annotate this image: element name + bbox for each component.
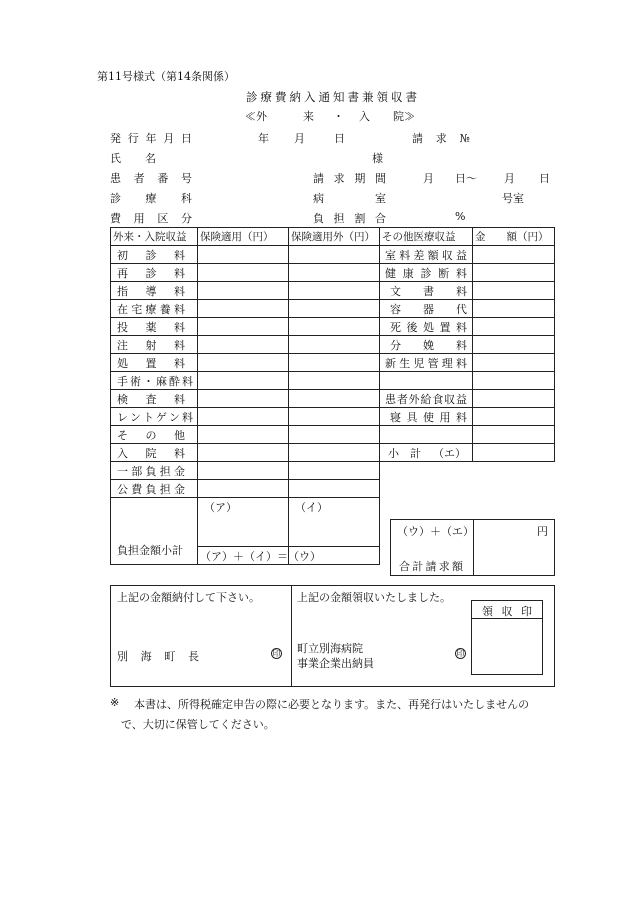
row-label: 公費負担金 xyxy=(117,482,185,496)
amount-cell xyxy=(473,300,555,318)
amount-cell xyxy=(473,336,555,354)
row-label: その他 xyxy=(117,428,185,442)
other-label: 死後処置料 xyxy=(390,320,467,334)
table-row xyxy=(111,336,555,354)
amount-cell xyxy=(473,390,555,408)
amount-cell xyxy=(473,246,555,264)
uninsured-cell xyxy=(289,246,380,264)
billing-period-label: 請求期間 xyxy=(313,172,386,185)
burden-subtotal-label: 負担金額小計 xyxy=(111,498,198,565)
percent-sign: % xyxy=(455,210,466,223)
uninsured-cell xyxy=(289,390,380,408)
row-label: 手術・麻酔料 xyxy=(117,374,193,388)
table-row xyxy=(111,444,555,462)
period-month-1: 月 xyxy=(423,172,434,185)
uninsured-cell xyxy=(289,408,380,426)
table-row xyxy=(111,372,555,390)
table-row xyxy=(111,318,555,336)
mark-i: （イ） xyxy=(289,498,380,547)
formula-u-e: （ウ）＋（エ） xyxy=(397,525,474,538)
uninsured-cell xyxy=(289,336,380,354)
uninsured-cell xyxy=(289,264,380,282)
seal-mark-icon: 印 xyxy=(272,649,281,658)
header-outpatient-revenue: 外来・入院収益 xyxy=(111,228,198,246)
insured-cell xyxy=(198,480,289,498)
uninsured-cell xyxy=(289,354,380,372)
row-label: 一部負担金 xyxy=(117,464,185,478)
subtotal-label: 小 計 xyxy=(388,446,421,460)
table-row xyxy=(111,408,555,426)
document-title: 診療費納入通知書兼領収書 xyxy=(246,90,420,104)
form-number: 第11号様式（第14条関係） xyxy=(97,70,235,83)
other-label: 新生児管理料 xyxy=(385,356,467,370)
uninsured-cell xyxy=(289,372,380,390)
receipt-text: 上記の金額領収いたしました。 xyxy=(297,591,451,604)
insured-cell xyxy=(198,372,289,390)
other-label: 健康診断料 xyxy=(385,266,467,280)
other-empty-cell xyxy=(380,426,473,444)
yen-label: 円 xyxy=(537,525,548,538)
uninsured-cell xyxy=(289,444,380,462)
other-label: 文書料 xyxy=(390,284,467,298)
footer-box xyxy=(110,585,555,687)
room-suffix: 号室 xyxy=(502,192,524,205)
month-label: 月 xyxy=(294,132,305,145)
payment-request-text: 上記の金額納付して下さい。 xyxy=(117,591,260,604)
other-label: 寝具使用料 xyxy=(390,410,467,424)
uninsured-cell xyxy=(289,318,380,336)
insured-cell xyxy=(198,444,289,462)
total-label: 合計請求額 xyxy=(399,560,463,573)
note-mark: ※ xyxy=(110,696,120,709)
subtitle: ≪外 来 ・ 入 院≫ xyxy=(245,110,415,123)
hospital-name: 町立別海病院 xyxy=(297,642,363,655)
row-label: 再診料 xyxy=(117,266,185,280)
table-row xyxy=(111,390,555,408)
amount-cell xyxy=(473,372,555,390)
formula-a-i: （ア）＋（イ）＝（ウ） xyxy=(198,547,289,565)
amount-cell xyxy=(473,354,555,372)
amount-cell xyxy=(473,318,555,336)
receipt-stamp-box xyxy=(471,600,543,675)
header-insured: 保険適用（円） xyxy=(198,228,289,246)
uninsured-cell xyxy=(289,462,380,480)
table-row xyxy=(111,300,555,318)
row-label: 検査料 xyxy=(117,392,185,406)
patient-no-label: 患者番号 xyxy=(110,172,192,185)
table-row xyxy=(111,246,555,264)
invoice-no-label: 請求№ xyxy=(412,132,470,145)
table-row xyxy=(111,426,555,444)
insured-cell xyxy=(198,318,289,336)
row-label: レントゲン料 xyxy=(117,410,193,424)
period-month-2: 月 xyxy=(504,172,515,185)
fee-table xyxy=(110,227,555,565)
row-label: 初診料 xyxy=(117,248,185,262)
note-line-1: 本書は、所得税確定申告の際に必要となります。また、再発行はいたしませんの xyxy=(134,698,530,711)
insured-cell xyxy=(198,354,289,372)
header-amount: 金 額（円） xyxy=(473,228,555,246)
insured-cell xyxy=(198,462,289,480)
uninsured-cell xyxy=(289,300,380,318)
other-label: 容器代 xyxy=(390,302,467,316)
row-label: 指導料 xyxy=(117,284,185,298)
seal-mark-icon: 印 xyxy=(456,649,465,658)
subtotal-cell xyxy=(380,444,473,462)
burden-ratio-label: 負担割合 xyxy=(313,212,386,225)
header-uninsured: 保険適用外（円） xyxy=(289,228,380,246)
hospital-cashier: 事業企業出納員 xyxy=(297,657,374,670)
insured-cell xyxy=(198,282,289,300)
mayor-label: 別海町長 xyxy=(117,650,199,663)
uninsured-cell xyxy=(289,282,380,300)
cost-class-label: 費用区分 xyxy=(110,212,192,225)
uninsured-cell xyxy=(289,480,380,498)
table-header-row xyxy=(111,228,555,246)
department-label: 診療科 xyxy=(110,192,192,205)
insured-cell xyxy=(198,426,289,444)
name-label: 氏名 xyxy=(110,152,156,165)
period-day-1: 日〜 xyxy=(455,172,477,185)
insured-cell xyxy=(198,390,289,408)
mark-a: （ア） xyxy=(198,498,289,547)
uninsured-cell xyxy=(289,426,380,444)
amount-cell xyxy=(473,264,555,282)
row-label: 入院料 xyxy=(117,446,185,460)
other-empty-cell xyxy=(380,372,473,390)
insured-cell xyxy=(198,300,289,318)
amount-cell xyxy=(473,444,555,462)
table-row xyxy=(111,462,555,480)
insured-cell xyxy=(198,336,289,354)
period-day-2: 日 xyxy=(539,172,550,185)
issue-date-label: 発行年月日 xyxy=(110,132,192,145)
other-label: 室料差額収益 xyxy=(385,248,467,262)
other-label: 患者外給食収益 xyxy=(385,392,467,406)
row-label: 在宅療養料 xyxy=(117,302,185,316)
row-label: 投薬料 xyxy=(117,320,185,334)
insured-cell xyxy=(198,264,289,282)
table-row xyxy=(111,282,555,300)
table-row xyxy=(111,354,555,372)
insured-cell xyxy=(198,246,289,264)
amount-cell xyxy=(473,408,555,426)
honorific: 様 xyxy=(372,152,383,165)
year-label: 年 xyxy=(258,132,269,145)
amount-cell xyxy=(473,426,555,444)
receipt-stamp-label: 領収印 xyxy=(482,605,532,618)
row-label: 注射料 xyxy=(117,338,185,352)
table-row xyxy=(111,480,555,498)
day-label: 日 xyxy=(334,132,345,145)
subtotal-mark: （エ） xyxy=(433,446,466,460)
other-label: 分娩料 xyxy=(390,338,467,352)
total-box xyxy=(390,519,555,576)
table-row xyxy=(111,264,555,282)
note-line-2: で、大切に保管してください。 xyxy=(121,718,275,731)
row-label: 処置料 xyxy=(117,356,185,370)
insured-cell xyxy=(198,408,289,426)
amount-cell xyxy=(473,282,555,300)
header-other-revenue: その他医療収益 xyxy=(380,228,473,246)
ward-label: 病室 xyxy=(313,192,386,205)
